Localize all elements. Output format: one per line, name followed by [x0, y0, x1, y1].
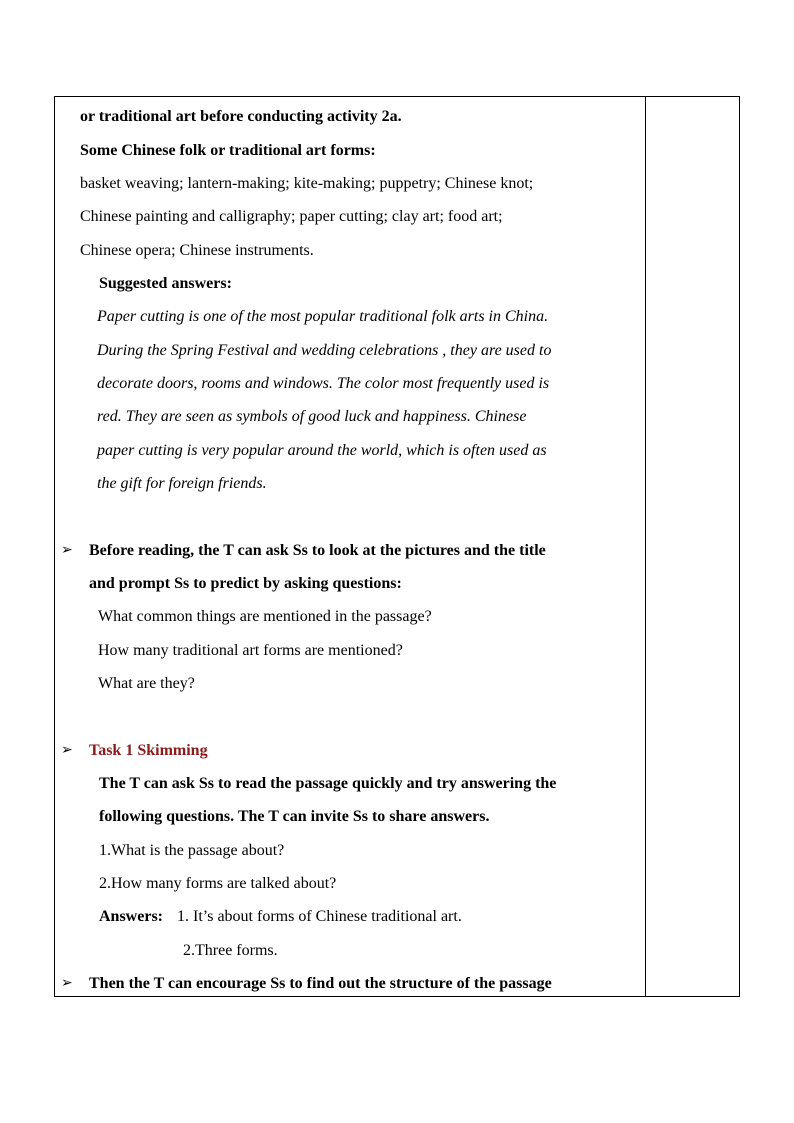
- column-divider: [645, 97, 646, 996]
- bullet-arrow-icon: ➢: [61, 976, 73, 991]
- text-line: What are they?: [98, 675, 195, 692]
- text-line: Before reading, the T can ask Ss to look at the pictures and the title: [89, 542, 546, 559]
- text-line: Suggested answers:: [99, 275, 232, 292]
- task-heading: Task 1 Skimming: [89, 742, 208, 759]
- bullet-arrow-icon: ➢: [61, 543, 73, 558]
- text-line: or traditional art before conducting activity 2a.: [80, 108, 402, 125]
- text-line: During the Spring Festival and wedding celebrations , they are used to: [97, 342, 552, 359]
- text-line: red. They are seen as symbols of good luck and happiness. Chinese: [97, 408, 527, 425]
- text-line: paper cutting is very popular around the world, which is often used as: [97, 442, 547, 459]
- text-line: 1. It’s about forms of Chinese traditional art.: [177, 908, 462, 925]
- text-line: 1.What is the passage about?: [99, 842, 285, 859]
- text-line: Chinese opera; Chinese instruments.: [80, 242, 314, 259]
- text-line: The T can ask Ss to read the passage quickly and try answering the: [99, 775, 557, 792]
- bullet-arrow-icon: ➢: [61, 743, 73, 758]
- text-line: What common things are mentioned in the passage?: [98, 608, 432, 625]
- text-line: Then the T can encourage Ss to find out the structure of the passage: [89, 975, 552, 992]
- answers-label: Answers:: [99, 908, 163, 925]
- text-line: following questions. The T can invite Ss to share answers.: [99, 808, 490, 825]
- text-line: 2.How many forms are talked about?: [99, 875, 337, 892]
- text-line: How many traditional art forms are mentioned?: [98, 642, 403, 659]
- text-line: Chinese painting and calligraphy; paper cutting; clay art; food art;: [80, 208, 503, 225]
- text-line: decorate doors, rooms and windows. The color most frequently used is: [97, 375, 550, 392]
- text-line: 2.Three forms.: [183, 942, 278, 959]
- text-line: Paper cutting is one of the most popular traditional folk arts in China.: [97, 308, 549, 325]
- text-line: Some Chinese folk or traditional art forms:: [80, 142, 376, 159]
- text-line: the gift for foreign friends.: [97, 475, 267, 492]
- text-line: and prompt Ss to predict by asking questions:: [89, 575, 402, 592]
- text-line: basket weaving; lantern-making; kite-making; puppetry; Chinese knot;: [80, 175, 534, 192]
